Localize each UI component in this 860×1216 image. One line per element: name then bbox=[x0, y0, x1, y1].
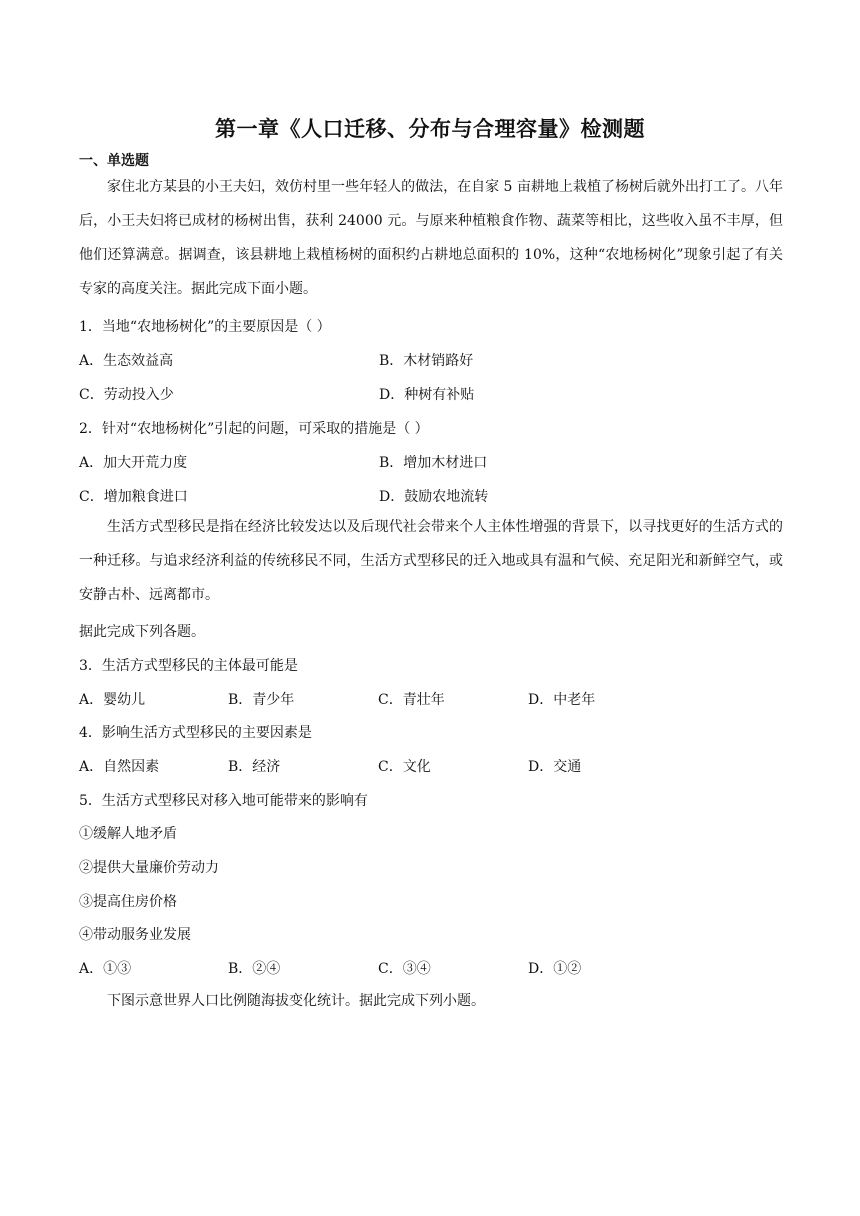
question-4-option-b: B．经济 bbox=[228, 759, 281, 775]
question-1-stem: 1．当地“农地杨树化”的主要原因是（ ） bbox=[79, 319, 331, 335]
question-5-item: ①缓解人地矛盾 bbox=[79, 826, 177, 842]
question-1-option-b: B．木材销路好 bbox=[379, 353, 474, 369]
question-4-stem: 4．影响生活方式型移民的主要因素是 bbox=[79, 725, 312, 741]
question-2-option-a: A．加大开荒力度 bbox=[79, 455, 188, 471]
question-2-option-d: D．鼓励农地流转 bbox=[379, 489, 489, 505]
question-5-option-b: B．②④ bbox=[228, 961, 281, 977]
question-2-stem: 2．针对“农地杨树化”引起的问题，可采取的措施是（ ） bbox=[79, 421, 429, 437]
passage-3: 下图示意世界人口比例随海拔变化统计。据此完成下列小题。 bbox=[107, 993, 485, 1009]
question-5-option-c: C．③④ bbox=[378, 961, 431, 977]
question-5-item: ②提供大量廉价劳动力 bbox=[79, 860, 219, 876]
question-2-option-b: B．增加木材进口 bbox=[379, 455, 488, 471]
passage-1: 家住北方某县的小王夫妇，效仿村里一些年轻人的做法，在自家 5 亩耕地上栽植了杨树后就外出打工了。八年后，小王夫妇将已成材的杨树出售，获利 24000 元。与原来种植粮食作物、蔬菜等相比，这些收入虽不丰厚，但他们还算满意。据调查，该县耕地上栽植杨树的面积约占耕地总面积的 10%，这种“农地杨树化”现象引起了有关专家的高度关注。据此完成下面小题。 bbox=[79, 179, 783, 297]
passage-2: 生活方式型移民是指在经济比较发达以及后现代社会带来个人主体性增强的背景下，以寻找更好的生活方式的一种迁移。与追求经济利益的传统移民不同，生活方式型移民的迁入地或具有温和气候、充足阳光和新鲜空气，或安静古朴、远离都市。 bbox=[79, 519, 783, 603]
passage-2-instruction: 据此完成下列各题。 bbox=[79, 624, 205, 640]
question-3-stem: 3．生活方式型移民的主体最可能是 bbox=[79, 658, 298, 674]
question-3-option-d: D．中老年 bbox=[528, 692, 596, 708]
question-4-option-c: C．文化 bbox=[378, 759, 431, 775]
question-3-option-c: C．青壮年 bbox=[378, 692, 445, 708]
question-5-stem: 5．生活方式型移民对移入地可能带来的影响有 bbox=[79, 793, 368, 809]
question-5-option-a: A．①③ bbox=[79, 961, 132, 977]
question-4-option-a: A．自然因素 bbox=[79, 759, 160, 775]
question-5-item: ③提高住房价格 bbox=[79, 894, 177, 910]
question-3-option-b: B．青少年 bbox=[228, 692, 295, 708]
question-4-option-d: D．交通 bbox=[528, 759, 582, 775]
question-3-option-a: A．婴幼儿 bbox=[79, 692, 146, 708]
question-1-option-c: C．劳动投入少 bbox=[79, 387, 174, 403]
question-5-item: ④带动服务业发展 bbox=[79, 927, 191, 943]
question-1-option-a: A．生态效益高 bbox=[79, 353, 174, 369]
section-heading: 一、单选题 bbox=[79, 153, 149, 169]
question-1-option-d: D．种树有补贴 bbox=[379, 387, 475, 403]
page-title: 第一章《人口迁移、分布与合理容量》检测题 bbox=[215, 117, 645, 141]
question-2-option-c: C．增加粮食进口 bbox=[79, 489, 188, 505]
question-5-option-d: D．①② bbox=[528, 961, 582, 977]
